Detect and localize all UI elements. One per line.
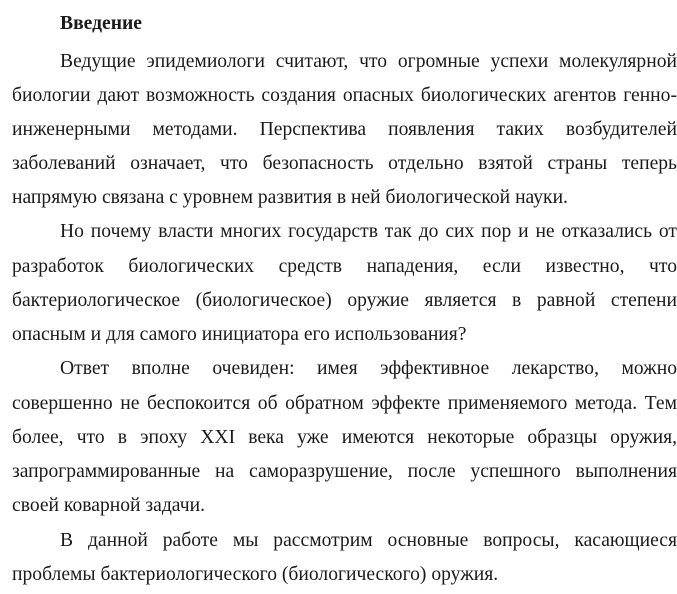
paragraph-3-line-3: более, что в эпоху XXI века уже имеются некоторые образцы оружия,	[12, 427, 677, 448]
paragraph-3-line-5: своей коварной задачи.	[12, 495, 205, 516]
paragraph-2-line-1: Но почему власти многих государств так до сих пор и не отказались от	[60, 221, 677, 242]
paragraph-1-line-5: напрямую связана с уровнем развития в ней биологической науки.	[12, 187, 568, 208]
paragraph-2-line-2: разработок биологических средств нападения, если известно, что	[12, 256, 677, 277]
section-heading: Введение	[60, 13, 142, 34]
paragraph-2-line-4: опасным и для самого инициатора его использования?	[12, 324, 467, 345]
paragraph-3-line-2: совершенно не беспокоится об обратном эффекте применяемого метода. Тем	[12, 393, 677, 414]
paragraph-2-line-3: бактериологическое (биологическое) оружие является в равной степени	[12, 290, 677, 311]
paragraph-1-line-3: инженерными методами. Перспектива появления таких возбудителей	[12, 119, 677, 140]
paragraph-3-line-1: Ответ вполне очевиден: имея эффективное лекарство, можно	[60, 358, 677, 379]
paragraph-4-line-2: проблемы бактериологического (биологического) оружия.	[12, 564, 499, 585]
paragraph-4-line-1: В данной работе мы рассмотрим основные вопросы, касающиеся	[60, 530, 677, 551]
paragraph-3-line-4: запрограммированные на саморазрушение, после успешного выполнения	[12, 461, 677, 482]
paragraph-1-line-2: биологии дают возможность создания опасных биологических агентов генно-	[12, 85, 677, 106]
paragraph-1-line-4: заболеваний означает, что безопасность отдельно взятой страны теперь	[12, 153, 677, 174]
paragraph-1-line-1: Ведущие эпидемиологи считают, что огромные успехи молекулярной	[60, 51, 677, 72]
